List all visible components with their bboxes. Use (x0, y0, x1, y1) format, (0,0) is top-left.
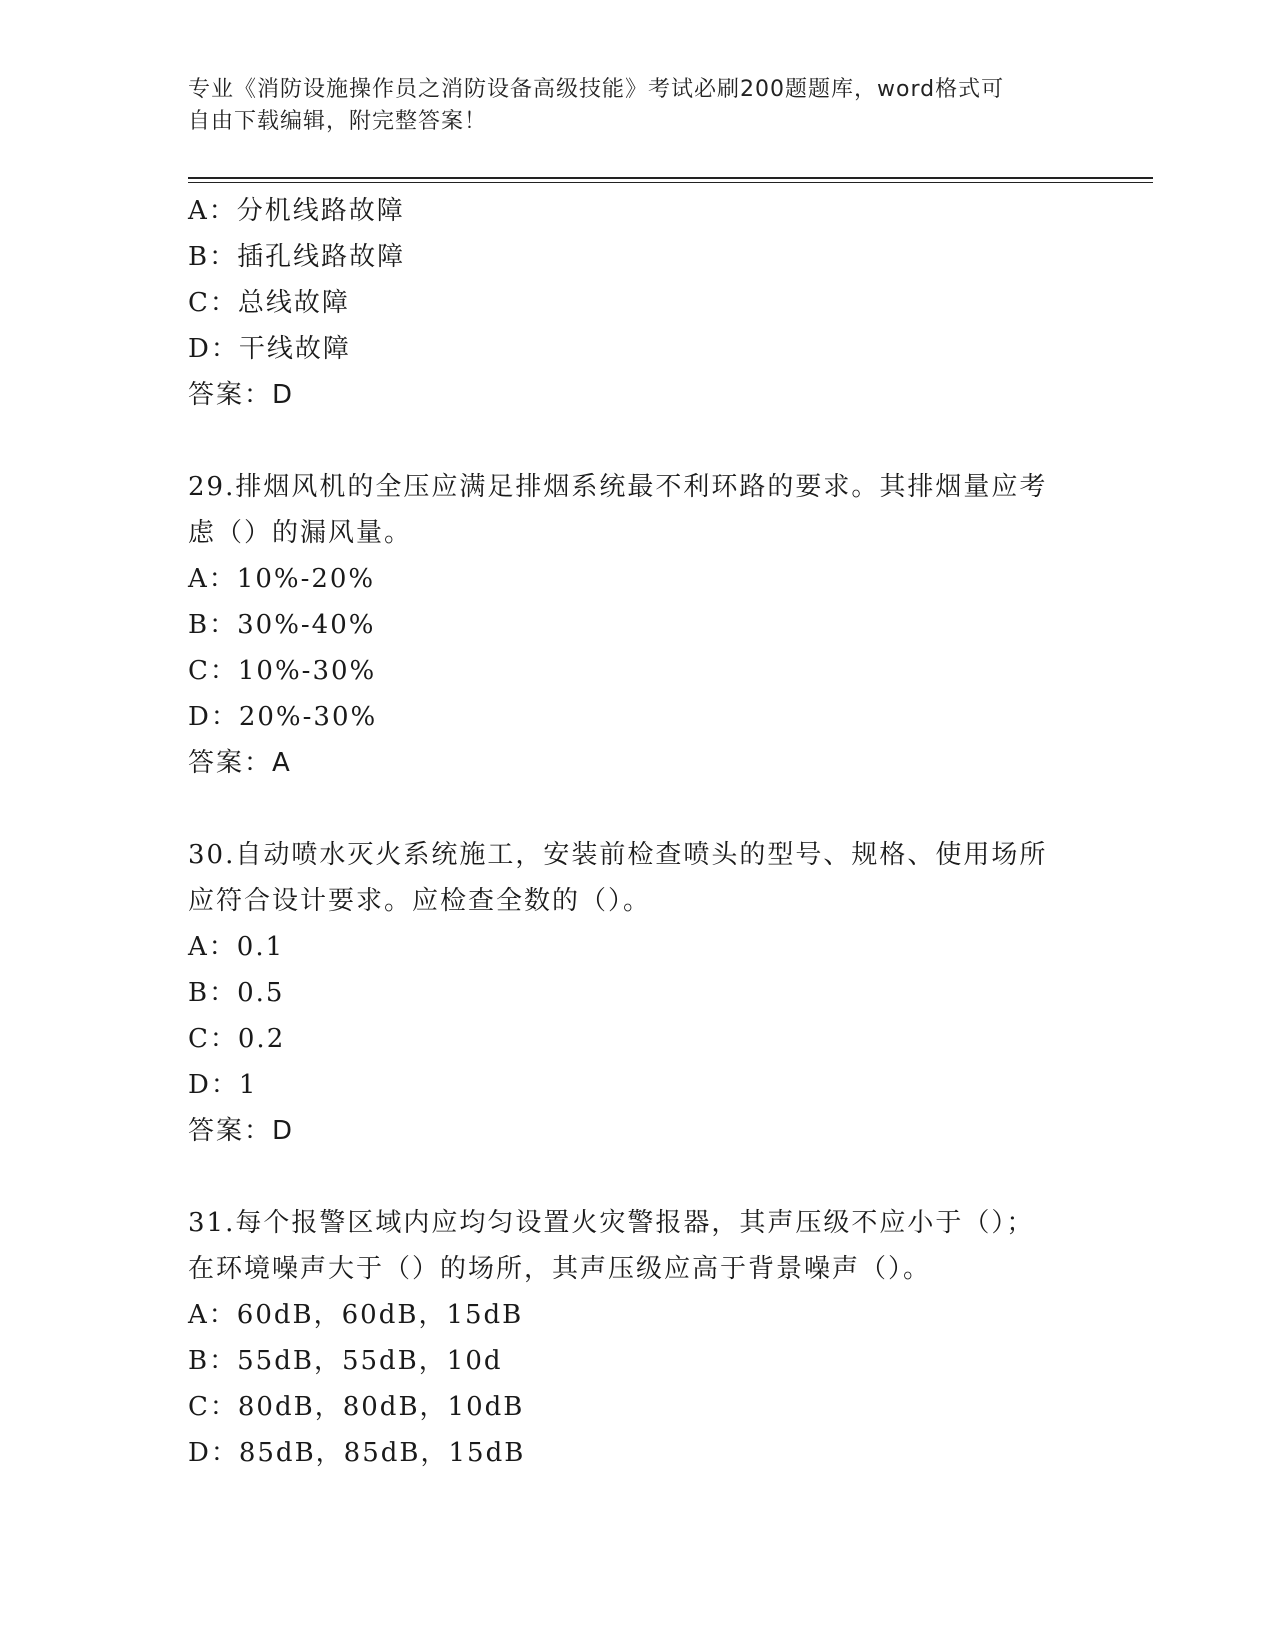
option-a: A：10%-20% (188, 564, 376, 594)
question-text (188, 464, 1088, 556)
header-line-1: 专业《消防设施操作员之消防设备高级技能》考试必刷200题题库，word格式可 (188, 77, 1005, 102)
question-30-block (188, 832, 1088, 1154)
option-a: A：0.1 (188, 932, 285, 962)
document-header (188, 74, 1068, 138)
question-line-2: 应符合设计要求。应检查全数的（）。 (188, 886, 652, 916)
option-d: D：85dB，85dB，15dB (188, 1438, 526, 1468)
option-b: B：0.5 (188, 978, 285, 1008)
option-d: D：1 (188, 1070, 258, 1100)
answer: 答案：D (188, 1116, 295, 1146)
question-text (188, 832, 1088, 924)
document-body (188, 188, 1088, 1476)
question-line-2: 在环境噪声大于（）的场所，其声压级应高于背景噪声（）。 (188, 1254, 932, 1284)
header-line-2: 自由下载编辑，附完整答案！ (188, 109, 488, 134)
option-b: B：30%-40% (188, 610, 376, 640)
question-28-block (188, 188, 1088, 418)
option-d: D：20%-30% (188, 702, 378, 732)
option-d: D：干线故障 (188, 334, 351, 364)
answer: 答案：A (188, 748, 292, 778)
header-rule-thin (188, 182, 1153, 183)
header-rule-thick (188, 177, 1153, 179)
option-c: C：总线故障 (188, 288, 350, 318)
option-b: B：插孔线路故障 (188, 242, 406, 272)
question-31-block (188, 1200, 1088, 1476)
question-line-1: 29.排烟风机的全压应满足排烟系统最不利环路的要求。其排烟量应考 (188, 472, 1048, 502)
question-line-1: 31.每个报警区域内应均匀设置火灾警报器，其声压级不应小于（）； (188, 1208, 1035, 1238)
option-a: A：分机线路故障 (188, 196, 405, 226)
option-c: C：0.2 (188, 1024, 286, 1054)
question-29-block (188, 464, 1088, 786)
answer: 答案：D (188, 380, 295, 410)
option-c: C：10%-30% (188, 656, 377, 686)
option-b: B：55dB，55dB，10d (188, 1346, 503, 1376)
question-line-2: 虑（）的漏风量。 (188, 518, 413, 548)
question-line-1: 30.自动喷水灭火系统施工，安装前检查喷头的型号、规格、使用场所 (188, 840, 1048, 870)
option-c: C：80dB，80dB，10dB (188, 1392, 525, 1422)
question-text (188, 1200, 1088, 1292)
option-a: A：60dB，60dB，15dB (188, 1300, 524, 1330)
